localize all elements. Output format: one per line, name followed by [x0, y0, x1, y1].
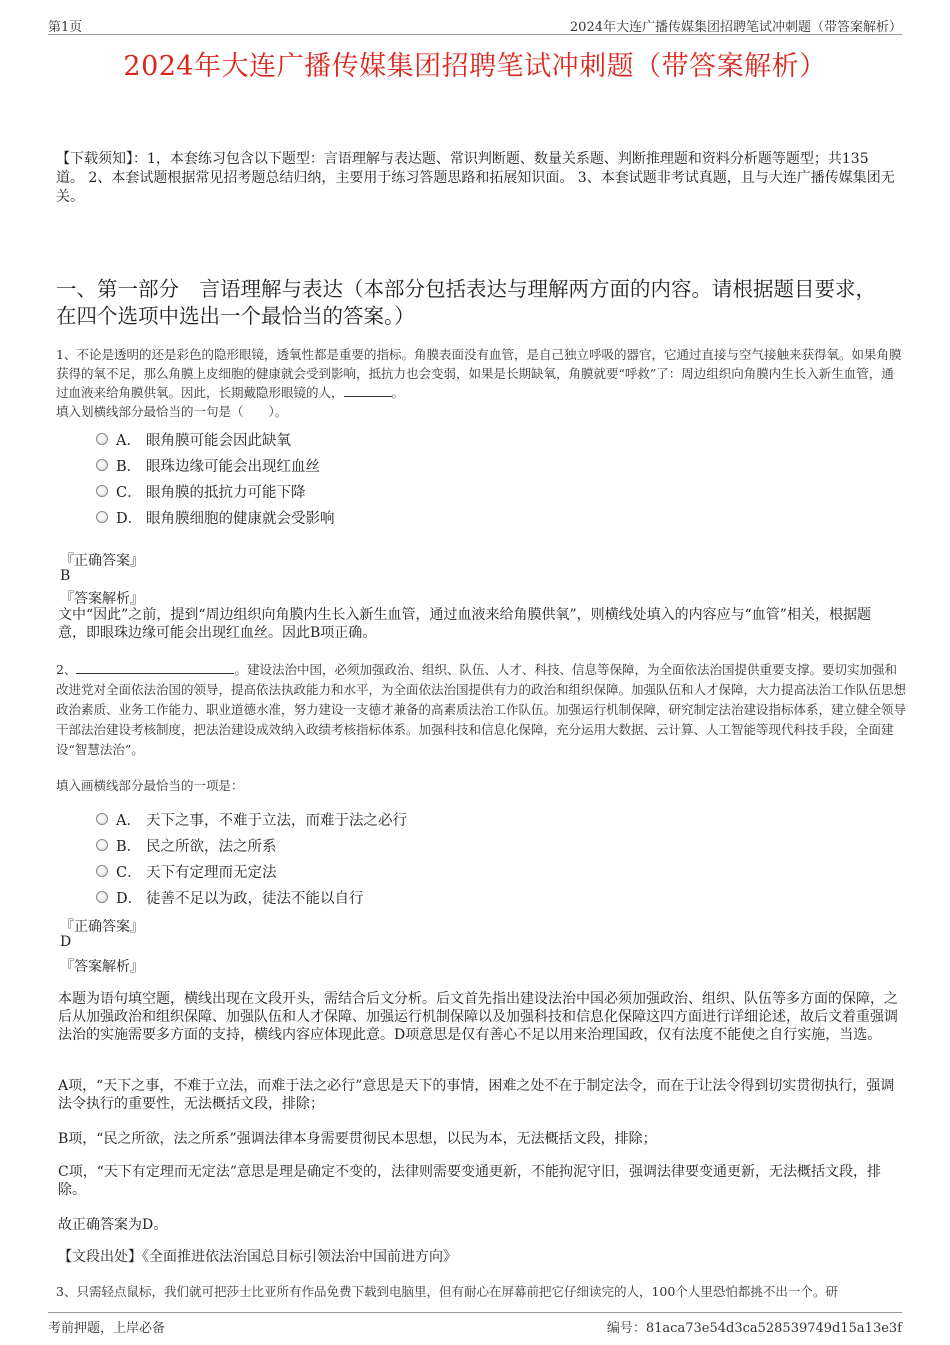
radio-icon[interactable]: [96, 865, 108, 877]
analysis-label: 『答案解析』: [60, 591, 144, 607]
question-2-prompt: 填入画横线部分最恰当的一项是：: [56, 778, 244, 793]
page-header: [48, 14, 902, 35]
radio-icon[interactable]: [96, 485, 108, 497]
radio-icon[interactable]: [96, 433, 108, 445]
radio-icon[interactable]: [96, 839, 108, 851]
page-footer: [48, 1312, 902, 1335]
footer-serial: 编号：81aca73e54d3ca528539749d15a13e3f: [606, 1321, 902, 1336]
analysis-paragraph-4: C项，“天下有定理而无定法”意思是理是确定不变的，法律则需要变通更新，不能拘泥守旧，强调法律要变通更新，无法概括文段，排除。: [58, 1164, 882, 1198]
fill-blank: [344, 384, 392, 397]
analysis-paragraph-1: 本题为语句填空题，横线出现在文段开头，需结合后文分析。后文首先指出建设法治中国必须加强政治、组织、队伍等多方面的保障，之后从加强政治和组织保障、加强队伍和人才保障、加强运行机制保障以及加强科技和信息化保障这四方面进行详细论述，故后文着重强调法治的实施需要多方面的支持，横线内容应体现此意。D项意思是仅有善心不足以用来治理国政，仅有法度不能使之自行实施，当选。: [58, 991, 898, 1043]
option-b[interactable]: B． 民之所欲，法之所系: [96, 832, 407, 858]
question-2-stem: 2、 。建设法治中国，必须加强政治、组织、队伍、人才、科技、信息等保障，为全面依法治国提供重要支撑。要切实加强和改进党对全面依法治国的领导，提高依法执政能力和水平，为全面依法治国提供有力的政治和组织保障。加强队伍和人才保障，大力提高法治工作队伍思想政治素质、业务工作能力、职业道德水准，努力建设一支德才兼备的高素质法治工作队伍。加强运行机制保障，研究制定法治建设指标体系，建立健全领导干部法治建设考核制度，把法治建设成效纳入政绩考核指标体系。加强科技和信息化保障，充分运用大数据、云计算、人工智能等现代科技手段，全面建设“智慧法治”。: [56, 662, 907, 757]
answer-label: 『正确答案』: [60, 919, 144, 935]
answer-value: B: [60, 568, 71, 584]
footer-slogan: 考前押题，上岸必备: [48, 1321, 166, 1336]
question-1-prompt: 填入划横线部分最恰当的一句是（ ）。: [56, 404, 288, 419]
question-2-options: [96, 806, 407, 910]
page-title: 2024年大连广播传媒集团招聘笔试冲刺题（带答案解析）: [123, 51, 827, 82]
radio-icon[interactable]: [96, 891, 108, 903]
header-doc-title: 2024年大连广播传媒集团招聘笔试冲刺题（带答案解析）: [569, 20, 902, 35]
analysis-label: 『答案解析』: [60, 959, 144, 975]
option-a[interactable]: A． 眼角膜可能会因此缺氧: [96, 426, 335, 452]
fill-blank: [76, 661, 234, 674]
question-1-stem: 1、不论是透明的还是彩色的隐形眼镜，透氧性都是重要的指标。角膜表面没有血管，是自己独立呼吸的器官，它通过直接与空气接触来获得氧。如果角膜获得的氧不足，那么角膜上皮细胞的健康就会受到影响，抵抗力也会变弱，如果是长期缺氧，角膜就要“呼救”了：周边组织向角膜内生长入新生血管，通过血液来给角膜供氧。因此，长期戴隐形眼镜的人， 。 填入划横线部分最恰当的一句是（ ）。: [56, 347, 902, 419]
option-b[interactable]: B． 眼珠边缘可能会出现红血丝: [96, 452, 335, 478]
answer-label: 『正确答案』: [60, 553, 144, 569]
option-a[interactable]: A． 天下之事，不难于立法，而难于法之必行: [96, 806, 407, 832]
source-citation: 【文段出处】《全面推进依法治国总目标引领法治中国前进方向》: [58, 1249, 457, 1265]
option-c[interactable]: C． 天下有定理而无定法: [96, 858, 407, 884]
question-1-options: [96, 426, 335, 530]
analysis-paragraph-3: B项，“民之所欲，法之所系”强调法律本身需要贯彻民本思想，以民为本，无法概括文段，排除；: [58, 1131, 657, 1147]
question-3-stem: 3、只需轻点鼠标，我们就可把莎士比亚所有作品免费下载到电脑里，但有耐心在屏幕前把它仔细读完的人，100个人里恐怕都挑不出一个。研: [56, 1284, 838, 1299]
option-d[interactable]: D． 徒善不足以为政，徒法不能以自行: [96, 884, 407, 910]
answer-value: D: [60, 934, 72, 950]
option-c[interactable]: C． 眼角膜的抵抗力可能下降: [96, 478, 335, 504]
section-title: 一、第一部分 言语理解与表达（本部分包括表达与理解两方面的内容。请根据题目要求，在四个选项中选出一个最恰当的答案。）: [56, 277, 876, 328]
page-number: 第1页: [48, 20, 83, 35]
option-d[interactable]: D． 眼角膜细胞的健康就会受影响: [96, 504, 335, 530]
analysis-text: 文中“因此”之前，提到“周边组织向角膜内生长入新生血管，通过血液来给角膜供氧”，则横线处填入的内容应与“血管”相关，根据题意，即眼珠边缘可能会出现红血丝。因此B项正确。: [58, 607, 871, 641]
analysis-paragraph-5: 故正确答案为D。: [58, 1217, 168, 1233]
download-notice: 【下载须知】：1，本套练习包含以下题型：言语理解与表达题、常识判断题、数量关系题、判断推理题和资料分析题等题型；共135道。 2、本套试题根据常见招考题总结归纳，主要用于练习答题思路和拓展知识面。 3、本套试题非考试真题，且与大连广播传媒集团无关。: [56, 151, 895, 205]
radio-icon[interactable]: [96, 813, 108, 825]
analysis-paragraph-2: A项，“天下之事，不难于立法，而难于法之必行”意思是天下的事情，困难之处不在于制定法令，而在于让法令得到切实贯彻执行，强调法令执行的重要性，无法概括文段，排除；: [58, 1078, 895, 1112]
radio-icon[interactable]: [96, 511, 108, 523]
radio-icon[interactable]: [96, 459, 108, 471]
